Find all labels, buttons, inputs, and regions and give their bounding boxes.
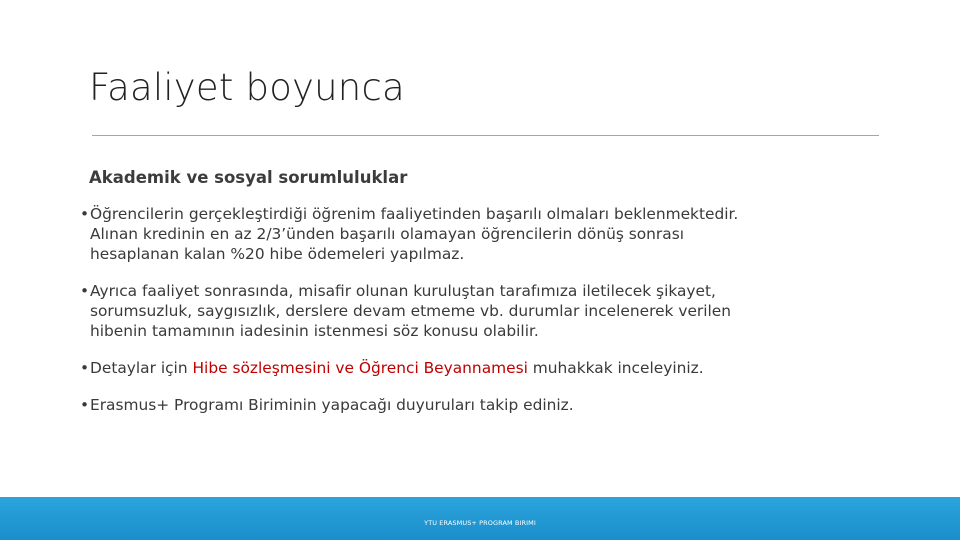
bullet-item <box>80 358 900 378</box>
bullet-marker: • <box>80 205 90 223</box>
bullet-line: Öğrencilerin gerçekleştirdiği öğrenim faaliyetinden başarılı olmaları beklenmektedir. <box>90 205 739 223</box>
bullet-line: Ayrıca faaliyet sonrasında, misafir olunan kuruluştan tarafımıza iletilecek şikayet, <box>90 282 716 300</box>
bullet-line: hesaplanan kalan %20 hibe ödemeleri yapılmaz. <box>90 245 465 263</box>
bullet-marker: • <box>80 396 90 414</box>
bullet-item <box>80 204 900 264</box>
bullet-line: Erasmus+ Programı Biriminin yapacağı duyuruları takip ediniz. <box>90 396 574 414</box>
bullet-text: Detaylar için <box>90 359 193 377</box>
bullet-list <box>80 204 900 415</box>
bullet-marker: • <box>80 282 90 300</box>
bullet-item <box>80 281 900 341</box>
footer-bar <box>0 497 960 540</box>
bullet-line: Alınan kredinin en az 2/3’ünden başarılı olamayan öğrencilerin dönüş sonrası <box>90 225 684 243</box>
title-divider <box>92 135 879 136</box>
highlighted-document-names: Hibe sözleşmesini ve Öğrenci Beyannamesi <box>192 359 528 377</box>
slide-title: Faaliyet boyunca <box>89 66 405 109</box>
bullet-line: sorumsuzluk, saygısızlık, derslere devam etmeme vb. durumlar incelenerek verilen <box>90 302 732 320</box>
bullet-item <box>80 395 900 415</box>
bullet-marker: • <box>80 359 90 377</box>
slide-subtitle: Akademik ve sosyal sorumluluklar <box>89 168 408 187</box>
bullet-text: muhakkak inceleyiniz. <box>527 359 704 377</box>
footer-text: YTU ERASMUS+ PROGRAM BIRIMI <box>424 519 536 527</box>
bullet-line: hibenin tamamının iadesinin istenmesi söz konusu olabilir. <box>90 322 539 340</box>
bullet-line <box>90 358 900 378</box>
